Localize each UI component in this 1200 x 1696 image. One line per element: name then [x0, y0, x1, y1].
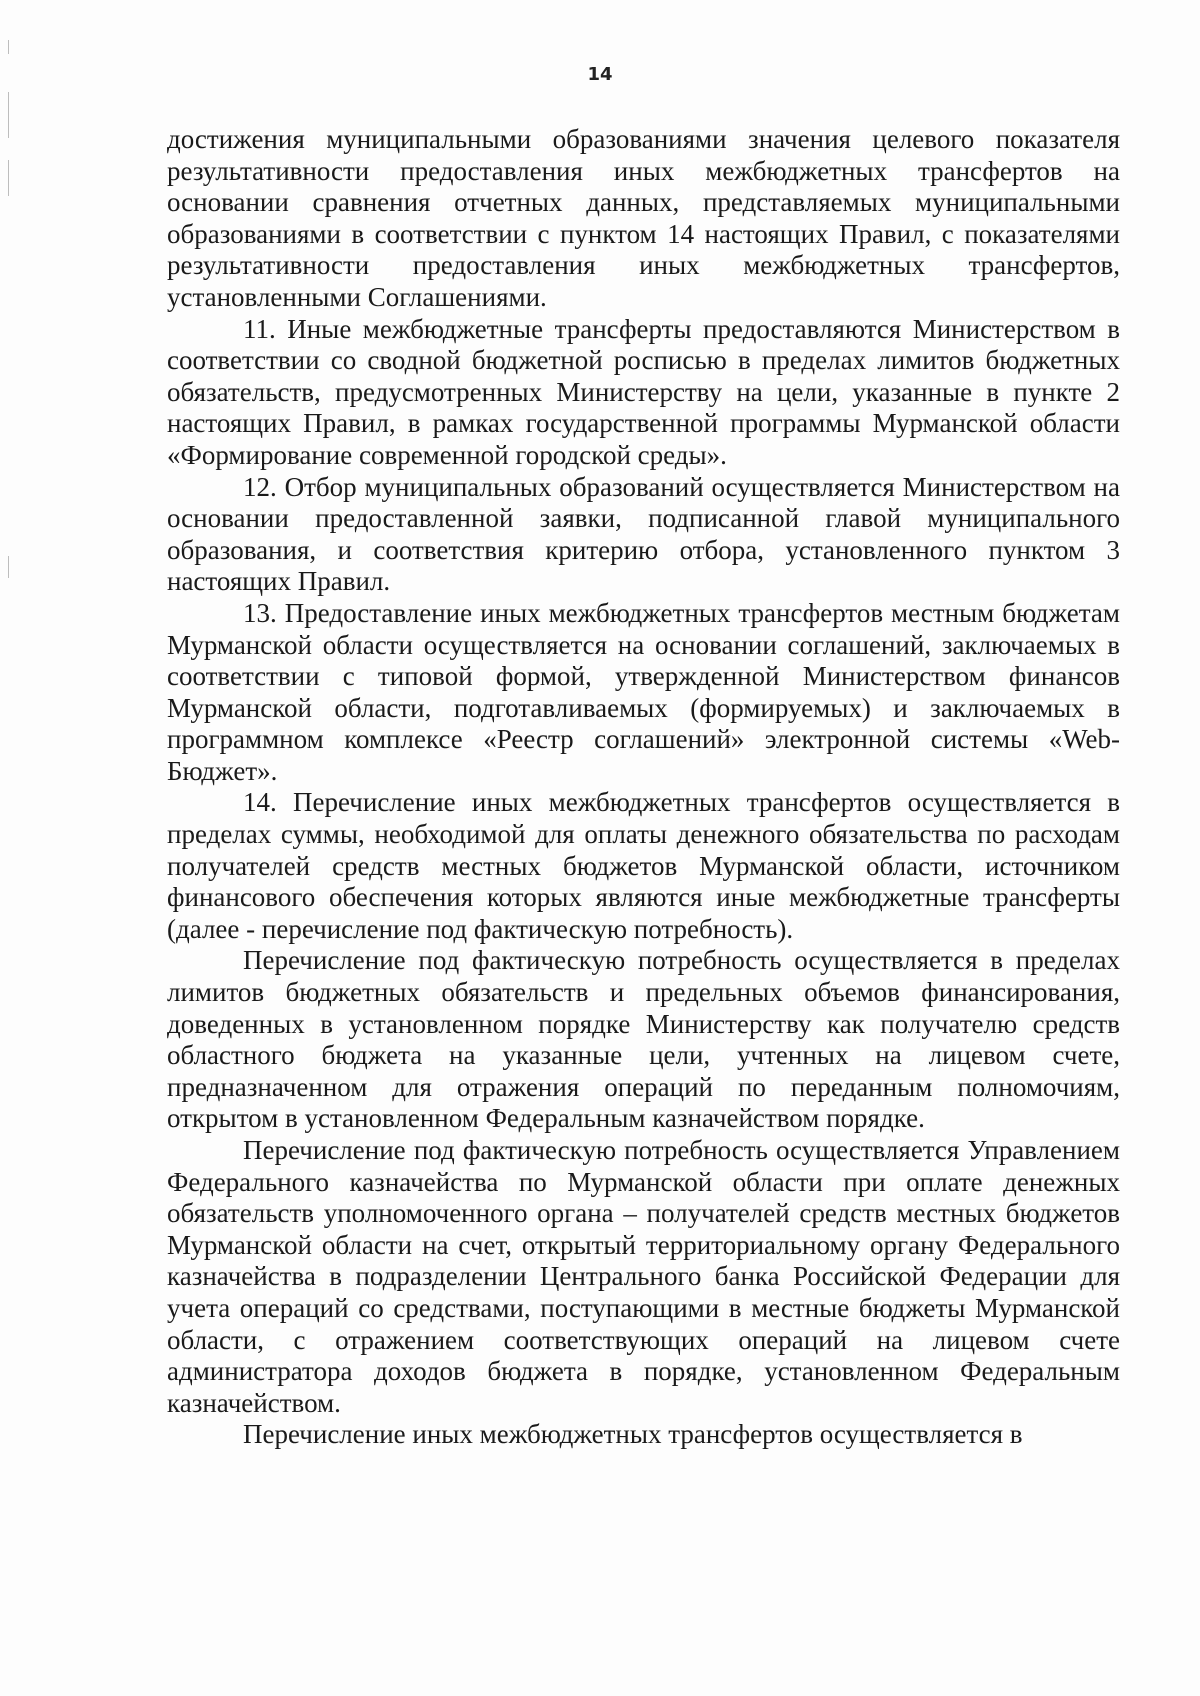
paragraph-item-12: 12. Отбор муниципальных образований осуществляется Министерством на основании предоставленной заявки, подписанной главой муниципального образования, и соответствия критерию отбора, установленного пунктом 3 настоящих Правил.: [167, 471, 1120, 597]
page-number: 14: [587, 64, 613, 85]
scan-edge-mark: [8, 556, 9, 578]
paragraph-item-11: 11. Иные межбюджетные трансферты предоставляются Министерством в соответствии со сводной бюджетной росписью в пределах лимитов бюджетных обязательств, предусмотренных Министерству на цели, указанные в пункте 2 настоящих Правил, в рамках государственной программы Мурманской области «Формирование современной городской среды».: [167, 313, 1120, 470]
paragraph-item-14-part-2: Перечисление под фактическую потребность осуществляется в пределах лимитов бюджетных обязательств и предельных объемов финансирования, доведенных в установленном порядке Министерству как получателю средств областного бюджета на указанные цели, учтенных на лицевом счете, предназначенном для отражения операций по переданным полномочиям, открытом в установленном Федеральным казначейством порядке.: [167, 945, 1120, 1134]
scan-edge-mark: [8, 40, 9, 54]
paragraph-item-14-part-4: Перечисление иных межбюджетных трансфертов осуществляется в: [243, 1419, 1023, 1450]
paragraph-item-13: 13. Предоставление иных межбюджетных трансфертов местным бюджетам Мурманской области осуществляется на основании соглашений, заключаемых в соответствии с типовой формой, утвержденной Министерством финансов Мурманской области, подготавливаемых (формируемых) и заключаемых в программном комплексе «Реестр соглашений» электронной системы «Web-Бюджет».: [167, 597, 1120, 786]
scan-edge-mark: [8, 92, 9, 138]
document-body: [167, 124, 1120, 1451]
paragraph-continuation: достижения муниципальными образованиями значения целевого показателя результативности предоставления иных межбюджетных трансфертов на основании сравнения отчетных данных, представляемых муниципальными образованиями в соответствии с пунктом 14 настоящих Правил, с показателями результативности предоставления иных межбюджетных трансфертов, установленными Соглашениями.: [167, 124, 1120, 312]
paragraph-item-14-part-3: Перечисление под фактическую потребность осуществляется Управлением Федерального казначейства по Мурманской области при оплате денежных обязательств уполномоченного органа – получателей средств местных бюджетов Мурманской области на счет, открытый территориальному органу Федерального казначейства в подразделении Центрального банка Российской Федерации для учета операций со средствами, поступающими в местные бюджеты Мурманской области, с отражением соответствующих операций на лицевом счете администратора доходов бюджета в порядке, установленном Федеральным казначейством.: [167, 1135, 1120, 1418]
paragraph-item-14: 14. Перечисление иных межбюджетных трансфертов осуществляется в пределах суммы, необходимой для оплаты денежного обязательства по расходам получателей средств местных бюджетов Мурманской области, источником финансового обеспечения которых являются иные межбюджетные трансферты (далее - перечисление под фактическую потребность).: [167, 787, 1120, 944]
scan-edge-mark: [8, 160, 9, 196]
